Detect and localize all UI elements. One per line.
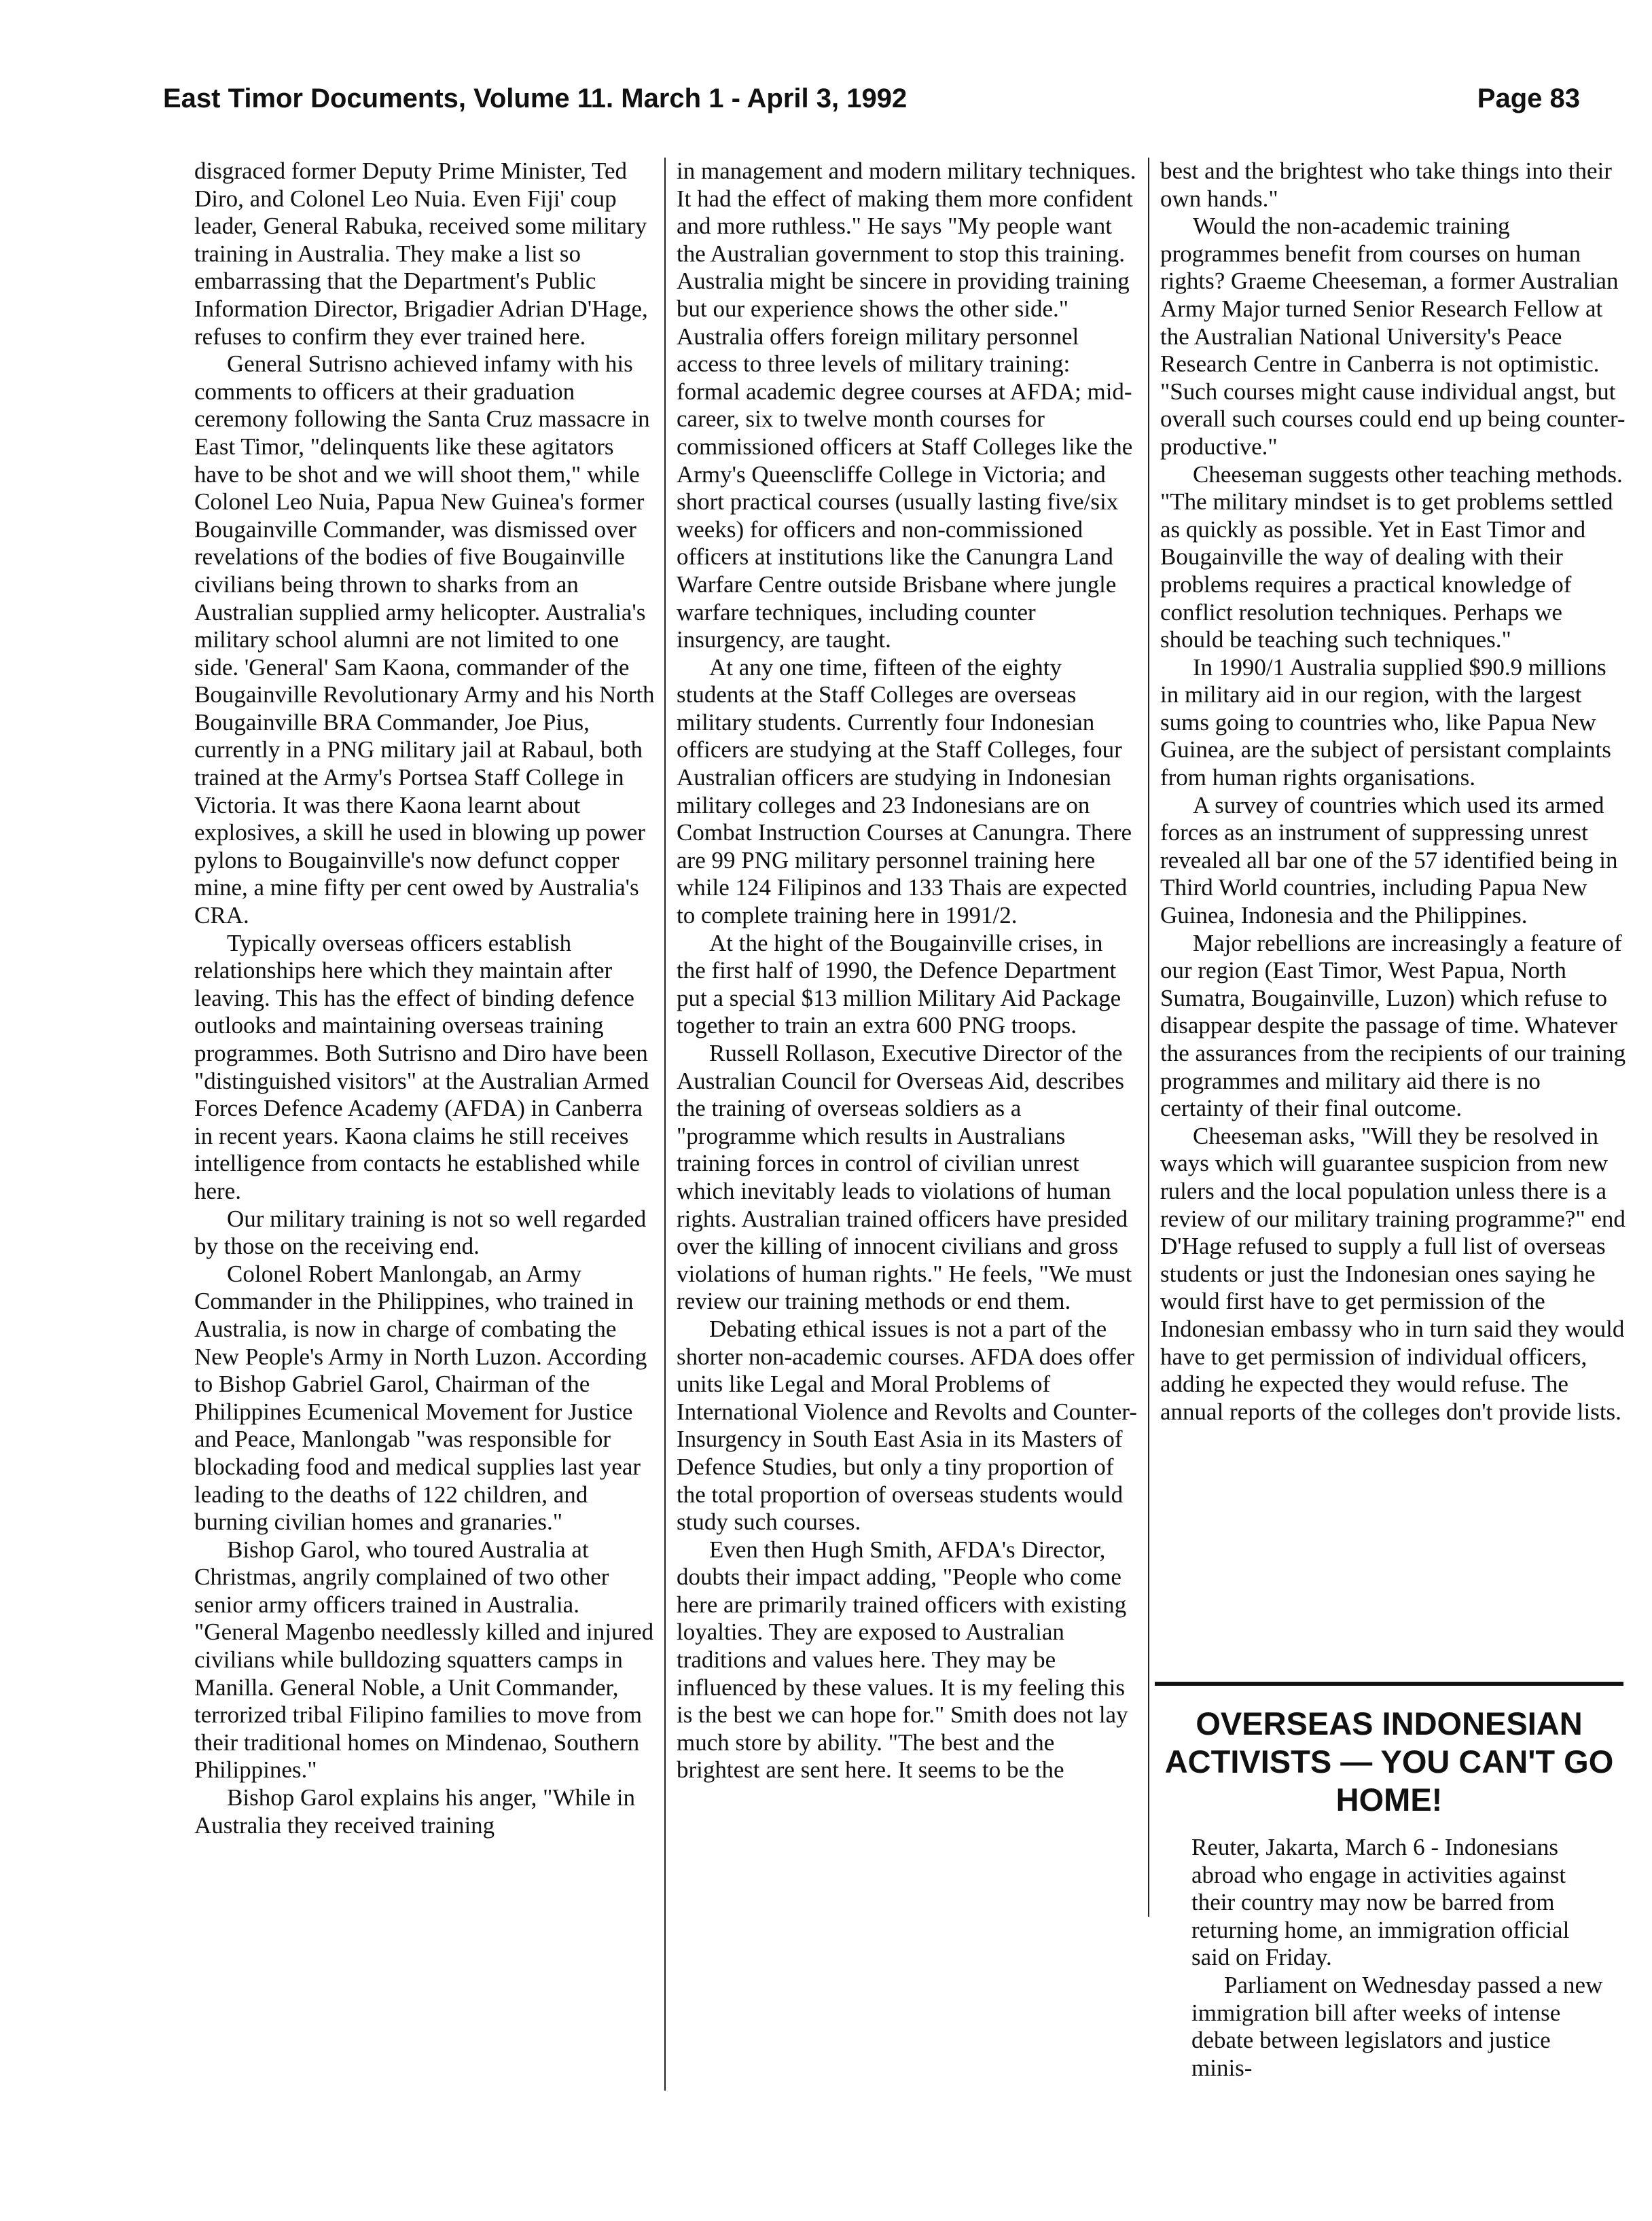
- paragraph: Our military training is not so well regarded by those on the receiving end.: [194, 1205, 647, 1260]
- paragraph: in management and modern military techniques. It had the effect of making them more confident and more ruthless." He says "My people want the Australian government to stop this training. Australia might be sincere in providing training but our experience shows the other side." Australia offers foreign military personnel access to three levels of military training: formal academic degree courses at AFDA; mid-career, six to twelve month courses for commissioned officers at Staff Colleges like the Army's Queenscliffe College in Victoria; and short practical courses (usually lasting five/six weeks) for officers and non-commissioned officers at institutions like the Canungra Land Warfare Centre outside Brisbane where jungle warfare techniques, including counter insurgency, are taught.: [677, 158, 1136, 653]
- paragraph: Cheeseman suggests other teaching methods. "The military mindset is to get problems settled as quickly as possible. Yet in East Timor and Bougainville the way of dealing with their problems requires a practical knowledge of conflict resolution techniques. Perhaps we should be teaching such techniques.": [1160, 461, 1623, 653]
- paragraph: Bishop Garol, who toured Australia at Christmas, angrily complained of two other senior army officers trained in Australia. "General Magenbo needlessly killed and injured civilians while bulldozing squatters camps in Manilla. General Noble, a Unit Commander, terrorized tribal Filipino families to move from their traditional homes on Mindenao, Southern Philippines.": [194, 1536, 654, 1784]
- paragraph: best and the brightest who take things into their own hands.": [1160, 158, 1612, 212]
- text-column-1: [194, 158, 656, 2072]
- section-rule: [1155, 1682, 1623, 1686]
- paragraph: Reuter, Jakarta, March 6 - Indonesians abroad who engage in activities against their country may now be barred from returning home, an immigration official said on Friday.: [1191, 1834, 1570, 1971]
- article-headline: OVERSEAS INDONESIAN ACTIVISTS — YOU CAN'T GO HOME!: [1164, 1705, 1614, 1818]
- paragraph: Debating ethical issues is not a part of the shorter non-academic courses. AFDA does offer units like Legal and Moral Problems of International Violence and Revolts and Counter-Insurgency in South East Asia in its Masters of Defence Studies, but only a tiny proportion of the total proportion of overseas students would study such courses.: [677, 1315, 1137, 1536]
- article-body: [1191, 1834, 1607, 2082]
- paragraph: Major rebellions are increasingly a feature of our region (East Timor, West Papua, North Sumatra, Bougainville, Luzon) which refuse to disappear despite the passage of time. Whatever the assurances from the recipients of our training programmes and military aid there is no certainty of their final outcome.: [1160, 929, 1626, 1122]
- paragraph: A survey of countries which used its armed forces as an instrument of suppressing unrest revealed all bar one of the 57 identified being in Third World countries, including Papua New Guinea, Indonesia and the Philippines.: [1160, 791, 1618, 929]
- column-divider: [664, 158, 666, 2091]
- paragraph: Would the non-academic training programmes benefit from courses on human rights? Graeme Cheeseman, a former Australian Army Major turned Senior Research Fellow at the Australian National University's Peace Research Centre in Canberra is not optimistic. "Such courses might cause individual angst, but overall such courses could end up being counter-productive.": [1160, 213, 1626, 460]
- paragraph: Cheeseman asks, "Will they be resolved in ways which will guarantee suspicion from new rulers and the local population unless there is a review of our military training programme?" end D'Hage refused to supply a full list of overseas students or just the Indonesian ones saying he would first have to get permission of the Indonesian embassy who in turn said they would have to get permission of individual officers, adding he expected they would refuse. The annual reports of the colleges don't provide lists.: [1160, 1122, 1626, 1425]
- text-column-2: [677, 158, 1137, 2072]
- paragraph: disgraced former Deputy Prime Minister, Ted Diro, and Colonel Leo Nuia. Even Fiji' coup leader, General Rabuka, received some military training in Australia. They make a list so embarrassing that the Department's Public Information Director, Brigadier Adrian D'Hage, refuses to confirm they ever trained here.: [194, 158, 648, 350]
- paragraph: Colonel Robert Manlongab, an Army Commander in the Philippines, who trained in Australia, is now in charge of combating the New People's Army in North Luzon. According to Bishop Gabriel Garol, Chairman of the Philippines Ecumenical Movement for Justice and Peace, Manlongab "was responsible for blockading food and medical supplies last year leading to the deaths of 122 children, and burning civilian homes and granaries.": [194, 1260, 647, 1536]
- publication-title: East Timor Documents, Volume 11. March 1 - April 3, 1992: [163, 84, 908, 113]
- paragraph: Parliament on Wednesday passed a new immigration bill after weeks of intense debate between legislators and justice minis-: [1191, 1971, 1603, 2081]
- paragraph: At the hight of the Bougainville crises, in the first half of 1990, the Defence Department put a special $13 million Military Aid Package together to train an extra 600 PNG troops.: [677, 929, 1121, 1039]
- paragraph: In 1990/1 Australia supplied $90.9 millions in military aid in our region, with the largest sums going to countries who, like Papua New Guinea, are the subject of persistant complaints from human rights organisations.: [1160, 653, 1611, 791]
- page-number: Page 83: [1477, 84, 1580, 113]
- paragraph: Typically overseas officers establish relationships here which they maintain after leaving. This has the effect of binding defence outlooks and maintaining overseas training programmes. Both Sutrisno and Diro have been "distinguished visitors" at the Australian Armed Forces Defence Academy (AFDA) in Canberra in recent years. Kaona claims he still receives intelligence from contacts he established while here.: [194, 929, 649, 1204]
- paragraph: Even then Hugh Smith, AFDA's Director, doubts their impact adding, "People who come here are primarily trained officers with existing loyalties. They are exposed to Australian traditions and values here. They may be influenced by these values. It is my feeling this is the best we can hope for." Smith does not lay much store by ability. "The best and the brightest are sent here. It seems to be the: [677, 1536, 1128, 1784]
- paragraph: Russell Rollason, Executive Director of the Australian Council for Overseas Aid, describes the training of overseas soldiers as a "programme which results in Australians training forces in control of civilian unrest which inevitably leads to violations of human rights. Australian trained officers have presided over the killing of innocent civilians and gross violations of human rights." He feels, "We must review our training methods or end them.: [677, 1040, 1132, 1315]
- page-header: [163, 76, 1580, 121]
- column-divider: [1148, 158, 1149, 1917]
- paragraph: At any one time, fifteen of the eighty students at the Staff Colleges are overseas military students. Currently four Indonesian officers are studying at the Staff Colleges, four Australian officers are studying in Indonesian military colleges and 23 Indonesians are on Combat Instruction Courses at Canungra. There are 99 PNG military personnel training here while 124 Filipinos and 133 Thais are expected to complete training here in 1991/2.: [677, 653, 1132, 929]
- text-column-3: [1160, 158, 1629, 1657]
- paragraph: Bishop Garol explains his anger, "While in Australia they received training: [194, 1784, 635, 1839]
- paragraph: General Sutrisno achieved infamy with his comments to officers at their graduation ceremony following the Santa Cruz massacre in East Timor, "delinquents like these agitators have to be shot and we will shoot them," while Colonel Leo Nuia, Papua New Guinea's former Bougainville Commander, was dismissed over revelations of the bodies of five Bougainville civilians being thrown to sharks from an Australian supplied army helicopter. Australia's military school alumni are not limited to one side. 'General' Sam Kaona, commander of the Bougainville Revolutionary Army and his North Bougainville BRA Commander, Joe Pius, currently in a PNG military jail at Rabaul, both trained at the Army's Portsea Staff College in Victoria. It was there Kaona learnt about explosives, a skill he used in blowing up power pylons to Bougainville's now defunct copper mine, a mine fifty per cent owed by Australia's CRA.: [194, 350, 655, 929]
